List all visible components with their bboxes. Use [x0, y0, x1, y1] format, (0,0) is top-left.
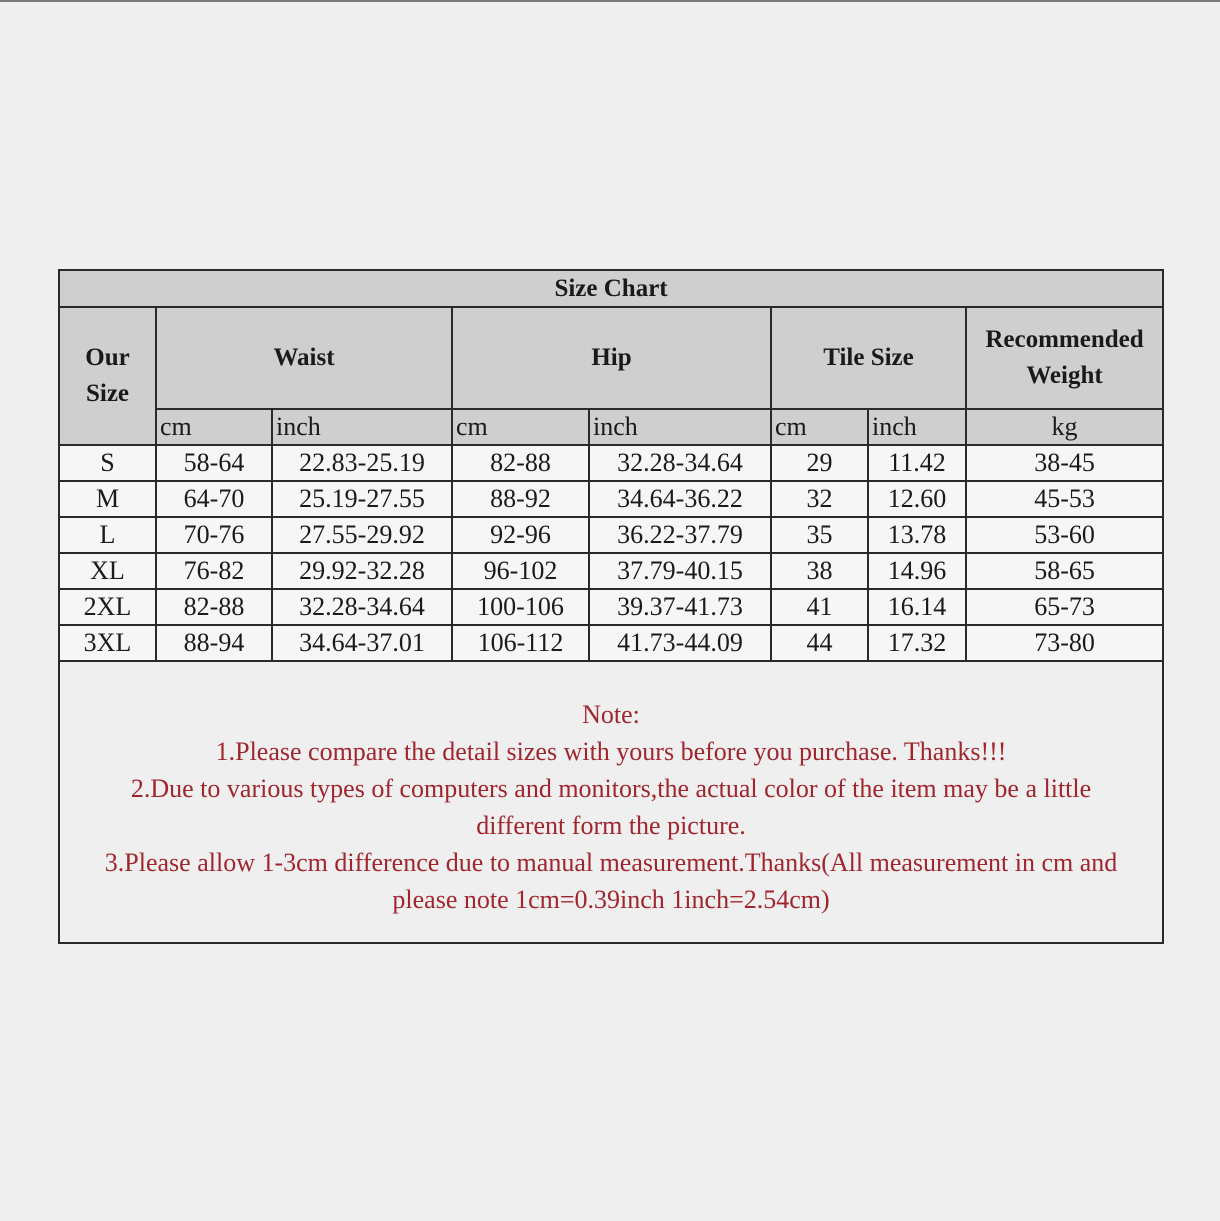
- weight-header-line1: Recommended: [985, 325, 1144, 353]
- top-divider: [0, 0, 1220, 2]
- hip-cm-unit: cm: [452, 409, 589, 445]
- hip-inch-cell: 34.64-36.22: [589, 481, 771, 517]
- hip-cm-cell: 96-102: [452, 553, 589, 589]
- note-line-3b: please note 1cm=0.39inch 1inch=2.54cm): [392, 885, 830, 914]
- waist-inch-cell: 29.92-32.28: [272, 553, 452, 589]
- tile-inch-unit: inch: [868, 409, 966, 445]
- notes-box: [60, 662, 1162, 918]
- size-cell: 3XL: [59, 625, 156, 661]
- hip-inch-cell: 37.79-40.15: [589, 553, 771, 589]
- waist-inch-unit: inch: [272, 409, 452, 445]
- note-heading: Note:: [582, 700, 640, 729]
- unit-row: [59, 409, 1163, 445]
- waist-cm-unit: cm: [156, 409, 272, 445]
- table-row: [59, 445, 1163, 481]
- tile-cm-cell: 32: [771, 481, 868, 517]
- hip-cm-cell: 88-92: [452, 481, 589, 517]
- our-size-header-line2: Size: [85, 380, 130, 407]
- hip-inch-cell: 39.37-41.73: [589, 589, 771, 625]
- weight-cell: 65-73: [966, 589, 1163, 625]
- weight-cell: 73-80: [966, 625, 1163, 661]
- weight-cell: 38-45: [966, 445, 1163, 481]
- tile-inch-cell: 12.60: [868, 481, 966, 517]
- waist-cm-cell: 58-64: [156, 445, 272, 481]
- note-line-3a: 3.Please allow 1-3cm difference due to manual measurement.Thanks(All measurement in cm and: [104, 848, 1118, 877]
- note-line-1: 1.Please compare the detail sizes with yours before you purchase. Thanks!!!: [215, 737, 1007, 766]
- size-chart-table: [58, 269, 1164, 944]
- weight-cell: 45-53: [966, 481, 1163, 517]
- hip-inch-cell: 36.22-37.79: [589, 517, 771, 553]
- hip-inch-unit: inch: [589, 409, 771, 445]
- waist-cm-cell: 64-70: [156, 481, 272, 517]
- notes-cell: [59, 661, 1163, 943]
- tile-cm-cell: 29: [771, 445, 868, 481]
- our-size-header: [59, 307, 156, 445]
- tile-cm-cell: 38: [771, 553, 868, 589]
- title-row: [59, 270, 1163, 307]
- tile-inch-cell: 17.32: [868, 625, 966, 661]
- note-line-2a: 2.Due to various types of computers and monitors,the actual color of the item may be a little: [130, 774, 1092, 803]
- tile-cm-cell: 35: [771, 517, 868, 553]
- size-cell: XL: [59, 553, 156, 589]
- weight-header: [966, 307, 1163, 409]
- hip-cm-cell: 100-106: [452, 589, 589, 625]
- size-cell: M: [59, 481, 156, 517]
- table-row: [59, 517, 1163, 553]
- hip-cm-cell: 82-88: [452, 445, 589, 481]
- table-row: [59, 589, 1163, 625]
- tile-cm-cell: 41: [771, 589, 868, 625]
- tile-inch-cell: 13.78: [868, 517, 966, 553]
- table-row: [59, 481, 1163, 517]
- note-line-2b: different form the picture.: [476, 811, 746, 840]
- waist-cm-cell: 88-94: [156, 625, 272, 661]
- hip-cm-cell: 92-96: [452, 517, 589, 553]
- weight-cell: 58-65: [966, 553, 1163, 589]
- tile-inch-cell: 14.96: [868, 553, 966, 589]
- waist-inch-cell: 27.55-29.92: [272, 517, 452, 553]
- waist-cm-cell: 76-82: [156, 553, 272, 589]
- hip-cm-cell: 106-112: [452, 625, 589, 661]
- weight-cell: 53-60: [966, 517, 1163, 553]
- header-row: [59, 307, 1163, 409]
- waist-inch-cell: 22.83-25.19: [272, 445, 452, 481]
- tile-inch-cell: 16.14: [868, 589, 966, 625]
- size-cell: S: [59, 445, 156, 481]
- waist-inch-cell: 32.28-34.64: [272, 589, 452, 625]
- size-cell: L: [59, 517, 156, 553]
- hip-inch-cell: 32.28-34.64: [589, 445, 771, 481]
- waist-cm-cell: 70-76: [156, 517, 272, 553]
- weight-header-line2: Weight: [1026, 362, 1103, 389]
- table-row: [59, 625, 1163, 661]
- tile-size-header: Tile Size: [771, 307, 966, 409]
- notes-row: [59, 661, 1163, 943]
- waist-inch-cell: 34.64-37.01: [272, 625, 452, 661]
- size-cell: 2XL: [59, 589, 156, 625]
- waist-inch-cell: 25.19-27.55: [272, 481, 452, 517]
- hip-header: Hip: [452, 307, 771, 409]
- waist-cm-cell: 82-88: [156, 589, 272, 625]
- tile-cm-cell: 44: [771, 625, 868, 661]
- weight-unit: kg: [966, 409, 1163, 445]
- tile-inch-cell: 11.42: [868, 445, 966, 481]
- hip-inch-cell: 41.73-44.09: [589, 625, 771, 661]
- our-size-header-line1: Our: [85, 343, 130, 371]
- chart-title: Size Chart: [59, 270, 1163, 307]
- table-row: [59, 553, 1163, 589]
- waist-header: Waist: [156, 307, 452, 409]
- tile-cm-unit: cm: [771, 409, 868, 445]
